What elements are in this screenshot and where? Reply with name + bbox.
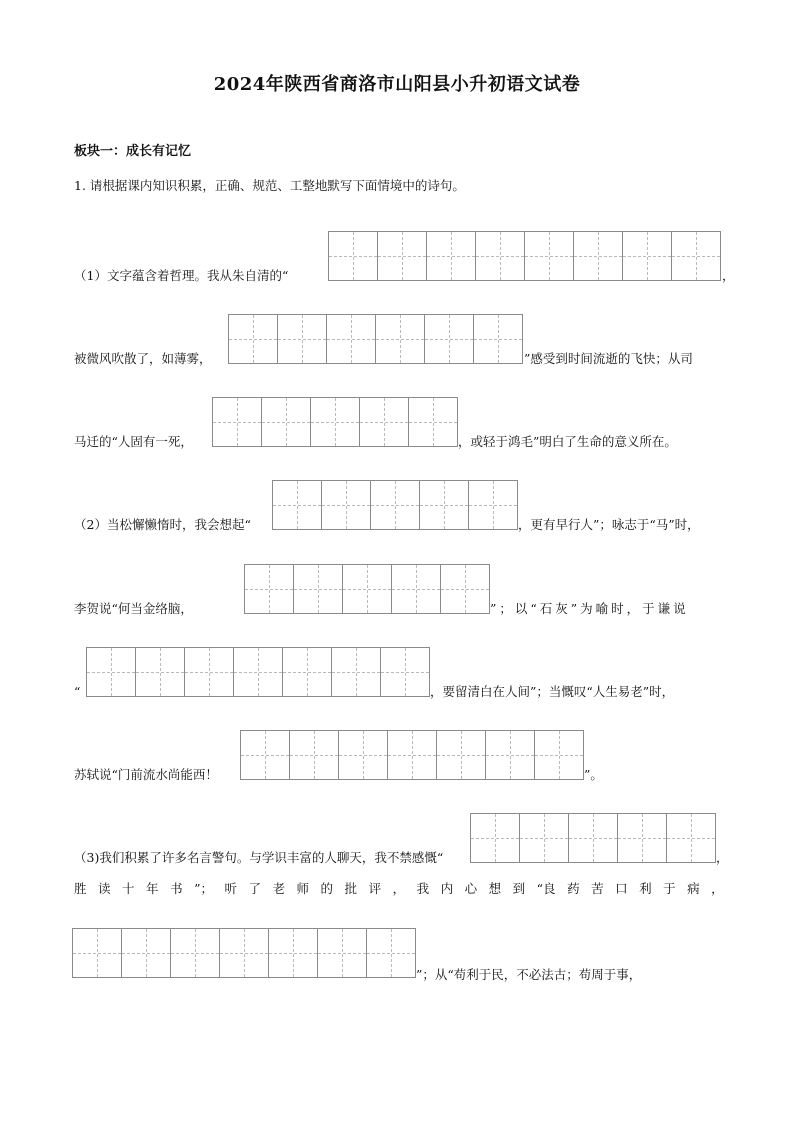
answer-cell[interactable] (370, 480, 420, 530)
answer-cell[interactable] (387, 730, 437, 780)
q1-text-1f: ，或轻于鸿毛”明白了生命的意义所在。 (458, 434, 677, 449)
question-prompt: 1. 请根据课内知识积累，正确、规范、工整地默写下面情境中的诗句。 (74, 178, 465, 193)
answer-cell[interactable] (342, 564, 392, 614)
answer-cell[interactable] (568, 813, 618, 863)
answer-cell[interactable] (317, 928, 367, 978)
answer-cell[interactable] (86, 647, 136, 697)
page-title: 2024年陕西省商洛市山阳县小升初语文试卷 (213, 74, 581, 95)
answer-cell[interactable] (289, 730, 339, 780)
answer-cell[interactable] (261, 397, 311, 447)
answer-cell[interactable] (534, 730, 584, 780)
answer-cell[interactable] (233, 647, 283, 697)
answer-cell[interactable] (310, 397, 360, 447)
answer-cell[interactable] (135, 647, 185, 697)
q1-text-1b: ， (722, 268, 735, 283)
q3-text-a: （3)我们积累了许多名言警句。与学识丰富的人聊天，我不禁感慨“ (74, 850, 444, 865)
answer-cell[interactable] (326, 314, 376, 364)
answer-cell[interactable] (468, 480, 518, 530)
answer-grid-8[interactable] (470, 813, 715, 863)
answer-cell[interactable] (419, 480, 469, 530)
answer-cell[interactable] (268, 928, 318, 978)
q2-text-c: 李贺说“何当金络脑， (74, 601, 193, 616)
answer-cell[interactable] (219, 928, 269, 978)
answer-grid-3[interactable] (212, 397, 457, 447)
answer-grid-6[interactable] (86, 647, 429, 697)
q3-justified-line: 胜 读 十 年 书 ”； 听 了 老 师 的 批 评 ， 我 内 心 想 到 “良 药 苦 口 利 于 病 ， (74, 881, 724, 896)
q3-text-d: ”；从“苟利于民，不必法古；苟周于事， (416, 967, 642, 982)
answer-cell[interactable] (426, 231, 476, 281)
answer-cell[interactable] (519, 813, 569, 863)
q2-text-a: （2）当松懈懒惰时，我会想起“ (74, 517, 251, 532)
q1-text-1a: （1）文字蕴含着哲理。我从朱自清的“ (74, 268, 289, 283)
answer-cell[interactable] (272, 480, 322, 530)
answer-cell[interactable] (408, 397, 458, 447)
answer-cell[interactable] (331, 647, 381, 697)
answer-cell[interactable] (440, 564, 490, 614)
q3-text-b: ， (716, 850, 729, 865)
answer-cell[interactable] (380, 647, 430, 697)
answer-cell[interactable] (436, 730, 486, 780)
answer-cell[interactable] (391, 564, 441, 614)
answer-cell[interactable] (277, 314, 327, 364)
answer-cell[interactable] (328, 231, 378, 281)
answer-cell[interactable] (377, 231, 427, 281)
answer-cell[interactable] (72, 928, 122, 978)
q1-text-1c: 被微风吹散了，如薄雾， (74, 351, 212, 366)
answer-grid-5[interactable] (244, 564, 489, 614)
q2-text-d: ”；以“石灰”为喻时，于谦说 (490, 601, 689, 616)
answer-cell[interactable] (375, 314, 425, 364)
answer-cell[interactable] (184, 647, 234, 697)
answer-cell[interactable] (485, 730, 535, 780)
q2-text-f: ，要留清白在人间”；当慨叹“人生易老”时， (430, 684, 675, 699)
answer-cell[interactable] (473, 314, 523, 364)
answer-cell[interactable] (359, 397, 409, 447)
section-heading: 板块一：成长有记忆 (74, 144, 192, 159)
answer-grid-2[interactable] (228, 314, 522, 364)
answer-cell[interactable] (228, 314, 278, 364)
answer-cell[interactable] (170, 928, 220, 978)
answer-cell[interactable] (338, 730, 388, 780)
answer-cell[interactable] (121, 928, 171, 978)
answer-cell[interactable] (321, 480, 371, 530)
answer-cell[interactable] (282, 647, 332, 697)
answer-cell[interactable] (573, 231, 623, 281)
answer-cell[interactable] (622, 231, 672, 281)
q2-text-e: “ (74, 684, 81, 699)
q1-text-1e: 马迁的“人固有一死， (74, 434, 193, 449)
q2-text-b: ，更有早行人”；咏志于“马”时， (518, 517, 700, 532)
answer-cell[interactable] (524, 231, 574, 281)
answer-cell[interactable] (366, 928, 416, 978)
answer-cell[interactable] (424, 314, 474, 364)
q2-text-h: ”。 (584, 767, 603, 782)
answer-cell[interactable] (293, 564, 343, 614)
answer-grid-7[interactable] (240, 730, 583, 780)
answer-cell[interactable] (666, 813, 716, 863)
answer-cell[interactable] (470, 813, 520, 863)
answer-cell[interactable] (617, 813, 667, 863)
answer-cell[interactable] (240, 730, 290, 780)
answer-grid-9[interactable] (72, 928, 415, 978)
answer-cell[interactable] (212, 397, 262, 447)
answer-grid-4[interactable] (272, 480, 517, 530)
answer-cell[interactable] (244, 564, 294, 614)
answer-cell[interactable] (475, 231, 525, 281)
q1-text-1d: ”感受到时间流逝的飞快；从司 (524, 351, 693, 366)
q2-text-g: 苏轼说“门前流水尚能西！ (74, 767, 218, 782)
answer-grid-1[interactable] (328, 231, 720, 281)
answer-cell[interactable] (671, 231, 721, 281)
